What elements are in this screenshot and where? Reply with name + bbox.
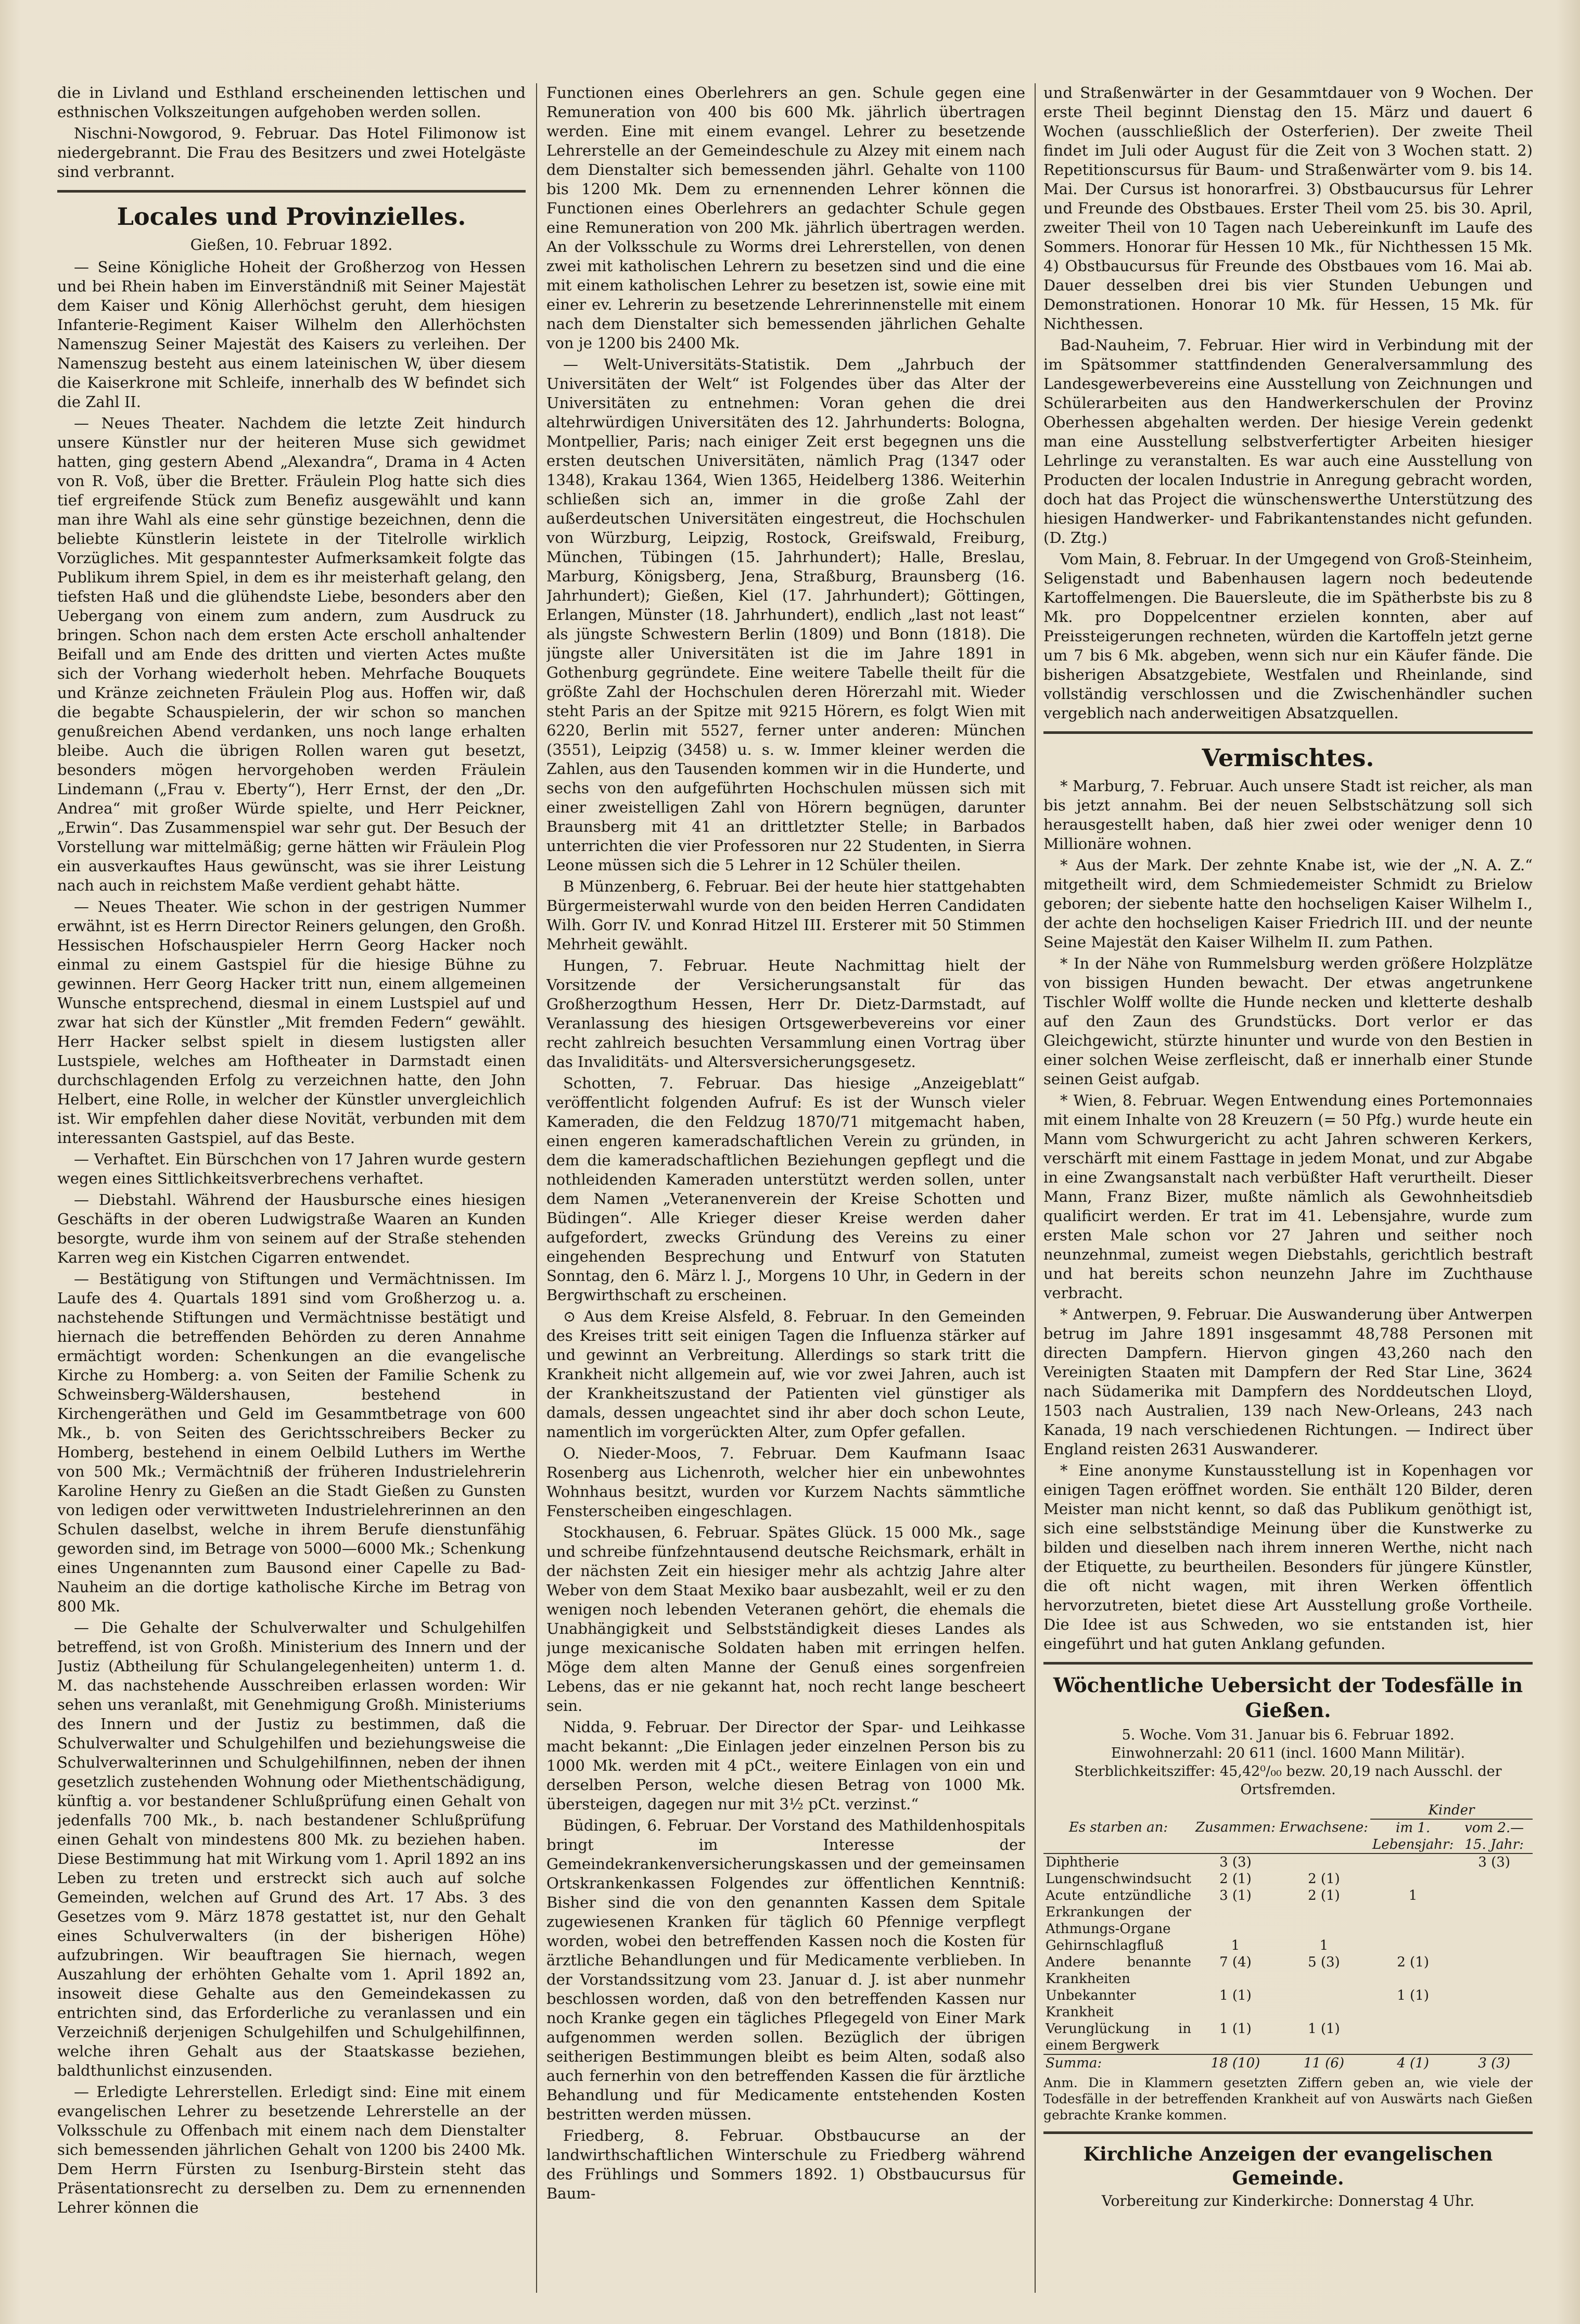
death-table-note: Anm. Die in Klammern gesetzten Ziffern geben an, wie viele der Todesfälle in der betreffenden Krankheit auf von Auswärts nach Gießen gebrachte Kranke kommen. [1043,2075,1533,2123]
cell-infants [1370,1853,1456,1871]
cell-older [1456,1871,1533,1887]
column-divider [536,83,537,2293]
sum-adults: 11 (6) [1278,2054,1370,2072]
death-table-sum-row [1043,2054,1533,2072]
article-paragraph: Functionen eines Oberlehrers an gen. Schule gegen eine Remuneration von 400 bis 600 Mk. jährlich übertragen werden. Eine mit einem evangel. Lehrer zu besetzende Lehrerstelle an der Gemeindeschule zu Alzey mit einem nach dem Dienstalter sich bemessenden jährl. Gehalte von 1100 bis 1200 Mk. Dem zu ernennenden Lehrer können die Functionen eines Oberlehrers an gedachter Schule gegen eine Remuneration von 200 Mk. jährlich übertragen werden. An der Volksschule zu Worms drei Lehrerstellen, von denen zwei mit katholischen Lehrern zu besetzen sind und die eine mit einem katholischen Lehrer zu besetzen ist, sowie eine mit einer ev. Lehrerin zu besetzende Lehrerinnenstelle mit einem nach dem Dienstalter sich bemessenden jährlichen Gehalte von je 1200 bis 2400 Mk. [546,84,1025,352]
sum-total: 18 (10) [1193,2054,1278,2072]
cell-infants [1370,2021,1456,2054]
article-paragraph: Büdingen, 6. Februar. Der Vorstand des Mathildenhospitals bringt im Interesse der Gemeindekrankenversicherungskassen und der gemeinsamen Ortskrankenkassen Folgendes zur öffentlichen Kenntniß: Bisher sind die von den genannten Kassen dem Spitale zugewiesenen Kranken für täglich 60 Pfennige verpflegt worden, wobei den betreffenden Kassen noch die Kosten für ärztliche Behandlungen und für Medicamente verblieben. In der Vorstandssitzung vom 23. Januar d. J. ist aber nunmehr beschlossen worden, daß von den betreffenden Kassen nur noch Kranke gegen ein tägliches Pflegegeld von Einer Mark aufgenommen werden sollen. Bezüglich der übrigen seitherigen Bestimmungen bleibt es beim Alten, sodaß also auch fernerhin von den betreffenden Kassen die für ärztliche Behandlung und für Medicamente entstehenden Kosten bestritten werden müssen. [546,1817,1025,2123]
death-table-row [1043,1987,1533,2021]
death-table-title: Wöchentliche Uebersicht der Todesfälle in Gießen. [1053,1673,1523,1722]
header-kids: Kinder [1370,1802,1533,1819]
cell-older [1456,2021,1533,2054]
header-cause: Es starben an: [1043,1802,1193,1853]
article-paragraph: O. Nieder-Moos, 7. Februar. Dem Kaufmann Isaac Rosenberg aus Lichenroth, welcher hier ein unbewohntes Wohnhaus besitzt, wurden vor Kurzem Nachts sämmtliche Fensterscheiben eingeschlagen. [546,1444,1025,1520]
article-paragraph: — Verhaftet. Ein Bürschchen von 17 Jahren wurde gestern wegen eines Sittlichkeitsverbrechens verhaftet. [57,1150,526,1187]
article-paragraph: — Bestätigung von Stiftungen und Vermächtnissen. Im Laufe des 4. Quartals 1891 sind vom Großherzog u. a. nachstehende Stiftungen und Vermächtnisse bestätigt und hiernach die betreffenden Behörden zu deren Annahme ermächtigt worden: Schenkungen an die evangelische Kirche zu Homberg: a. von Seiten der Familie Schenk zu Schweinsberg-Wäldershausen, bestehend in Kirchengeräthen und Geld im Gesammtbetrage von 600 Mk., b. von Seiten des Gerichtsschreibers Becker zu Homberg, bestehend in einem Oelbild Luthers im Werthe von 500 Mk.; Vermächtniß der früheren Industrielehrerin Karoline Henry zu Gießen an die Stadt Gießen zu Gunsten von ledigen oder verwittweten Industrielehrerinnen an den Schulen daselbst, welche in ihrem Berufe dienstunfähig geworden sind, im Betrage von 5000—6000 Mk.; Schenkung eines Ungenannten zum Bausond einer Capelle zu Bad-Nauheim an die dortige katholische Kirche im Betrag von 800 Mk. [57,1270,526,1615]
church-subtitle: Vorbereitung zur Kinderkirche: Donnerstag 4 Uhr. [1101,2192,1475,2209]
cell-cause: Verunglückung in einem Bergwerk [1046,2021,1191,2053]
article-paragraph: Nischni-Nowgorod, 9. Februar. Das Hotel Filimonow ist niedergebrannt. Die Frau des Besitzers und zwei Hotelgäste sind verbrannt. [57,124,526,181]
section-rule [57,190,526,193]
death-table-row [1043,1937,1533,1954]
article-paragraph: — Neues Theater. Wie schon in der gestrigen Nummer erwähnt, ist es Herrn Director Reiners gelungen, den Großh. Hessischen Hofschauspieler Herrn Georg Hacker noch einmal zu einem Gastspiel für die hiesige Bühne zu gewinnen. Herr Georg Hacker tritt nun, einem allgemeinen Wunsche entsprechend, diesmal in einem Lustspiel auf und zwar hat sich der Künstler „Mit fremden Federn“ gewählt. Herr Hacker selbst spielt in diesem lustigsten aller Lustspiele, welches am Hoftheater in Darmstadt einen durchschlagenden Erfolg zu verzeichnen hatte, den John Helbert, eine Rolle, in welcher der Künstler unvergleichlich ist. Wir empfehlen daher diese Novität, verbunden mit dem interessanten Gastspiel, auf das Beste. [57,898,526,1147]
article-paragraph: * Marburg, 7. Februar. Auch unsere Stadt ist reicher, als man bis jetzt annahm. Bei der neuen Selbstschätzung soll sich herausgestellt haben, daß hier zwei oder weniger denn 10 Millionäre wohnen. [1043,777,1533,853]
article-paragraph: — Seine Königliche Hoheit der Großherzog von Hessen und bei Rhein haben im Einverständniß mit Seiner Majestät dem Kaiser und König Allerhöchst geruht, dem hiesigen Infanterie-Regiment Kaiser Wilhelm den Allerhöchsten Namenszug Seiner Majestät des Kaisers zu verleihen. Der Namenszug besteht aus einem lateinischen W, über diesem die Kaiserkrone mit Schleife, innerhalb des W befindet sich die Zahl II. [57,258,526,411]
cell-adults: 2 (1) [1308,1871,1340,1887]
cell-total: 2 (1) [1219,1871,1252,1887]
death-table [1043,1802,1533,2072]
cell-total: 1 [1231,1938,1240,1953]
sum-label: Summa: [1043,2054,1193,2072]
column-1 [57,83,526,2293]
cell-infants [1370,1937,1456,1954]
column-3 [1043,83,1533,2293]
cell-adults: 1 (1) [1308,2021,1340,2037]
cell-cause: Gehirnschlagfluß [1046,1938,1164,1953]
death-table-row [1043,1871,1533,1887]
article-paragraph: ⊙ Aus dem Kreise Alsfeld, 8. Februar. In den Gemeinden des Kreises tritt seit einigen Tagen die Influenza stärker auf und gewinnt an Verbreitung. Allerdings so stark tritt die Krankheit nicht allgemein auf, wie vor zwei Jahren, auch ist der Krankheitszustand der Patienten viel günstiger als damals, dessen ungeachtet sind ihr aber doch schon Leute, namentlich im vorgerückten Alter, zum Opfer gefallen. [546,1307,1025,1441]
cell-adults [1278,1987,1370,2021]
cell-cause: Lungenschwindsucht [1046,1871,1191,1887]
cell-total: 1 (1) [1219,1988,1252,2003]
church-notices [1043,2142,1533,2211]
cell-total: 3 (3) [1219,1855,1252,1870]
cell-infants: 2 (1) [1397,1954,1429,1970]
cell-adults: 1 [1319,1938,1329,1953]
article-paragraph: Vom Main, 8. Februar. In der Umgegend von Groß-Steinheim, Seligenstadt und Babenhausen lagern noch bedeutende Kartoffelmengen. Die Bauersleute, die im Spätherbste bis zu 8 Mk. pro Doppelcentner erzielen konnten, aber auf Preissteigerungen rechneten, würden die Kartoffeln jetzt gerne um 7 bis 6 Mk. abgeben, wenn sich nur ein Käufer fände. Die bisherigen Absatzgebiete, Westfalen und Rheinlande, sind vollständig verschlossen und die Zwischenhändler suchen vergeblich nach anderweitigen Absatzquellen. [1043,550,1533,722]
death-table-population: Einwohnerzahl: 20 611 (incl. 1600 Mann Militär). [1111,1745,1466,1761]
cell-infants: 1 [1408,1888,1418,1903]
cell-older [1456,1987,1533,2021]
cell-total: 1 (1) [1219,2021,1252,2037]
cell-older: 3 (3) [1478,1855,1510,1870]
article-paragraph: Bad-Nauheim, 7. Februar. Hier wird in Verbindung mit der im Spätsommer stattfindenden Generalversammlung des Landesgewerbevereins eine Ausstellung von Zeichnungen und Schülerarbeiten aus den Handwerkerschulen der Provinz Oberhessen abgehalten werden. Der hiesige Verein gedenkt man eine Ausstellung selbstverfertigter Arbeiten hiesiger Lehrlinge zu veranstalten. Es war auch eine Ausstellung von Producten der localen Industrie in Anregung gebracht worden, doch hat das Project die wünschenswerthe Unterstützung des hiesigen Handwerker- und Fabrikantenstandes nicht gefunden. (D. Ztg.) [1043,336,1533,547]
dateline: Gießen, 10. Februar 1892. [190,236,393,253]
cell-adults: 5 (3) [1308,1954,1340,1970]
death-table-row [1043,1954,1533,1987]
article-paragraph: Nidda, 9. Februar. Der Director der Spar- und Leihkasse macht bekannt: „Die Einlagen jeder einzelnen Person bis zu 1000 Mk. werden mit 4 pCt., weitere Einlagen von ein und derselben Person, welche diesen Betrag von 1000 Mk. übersteigen, dagegen nur mit 3½ pCt. verzinst.“ [546,1718,1025,1813]
cell-cause: Diphtherie [1046,1855,1119,1870]
article-paragraph: — Die Gehalte der Schulverwalter und Schulgehilfen betreffend, ist von Großh. Ministerium des Innern und der Justiz (Abtheilung für Schulangelegenheiten) unterm 1. d. M. das nachstehende Ausschreiben erlassen worden: Wir sehen uns veranlaßt, mit Genehmigung Großh. Ministeriums des Innern und der Justiz zu bestimmen, daß die Schulverwalter und Schulgehilfen und beziehungsweise die Schulverwalterinnen und Schulgehilfinnen, neben der ihnen gesetzlich zustehenden Wohnung oder Miethentschädigung, künftig a. vor bestandener Schlußprüfung einen Gehalt von jedenfalls 700 Mk., b. nach bestandener Schlußprüfung einen Gehalt von mindestens 800 Mk. zu beziehen haben. Diese Bestimmung hat mit Wirkung vom 1. April 1892 an ins Leben zu treten und erstreckt sich auch auf solche Gemeinden, welchen auf Grund des Art. 17 Abs. 3 des Gesetzes vom 9. März 1878 gestattet ist, nur den Gehalt eines Schulverwalters (in der bisherigen Höhe) aufzubringen. Wir beauftragen Sie hiernach, wegen Auszahlung der erhöhten Gehalte vom 1. April 1892 an, insoweit diese Gehalte aus den Gemeindekassen zu entrichten sind, das Erforderliche zu veranlassen und ein Verzeichniß derjenigen Schulgehilfen und Schulgehilfinnen, welche ihren Gehalt aus der Staatskasse beziehen, baldthunlichst einzusenden. [57,1619,526,2079]
article-paragraph: * Eine anonyme Kunstausstellung ist in Kopenhagen vor einigen Tagen eröffnet worden. Sie enthält 120 Bilder, deren Meister man nicht kennt, so daß das Publikum genöthigt ist, sich eine selbstständige Meinung über die Kunstwerke zu bilden und dieselben nach ihrem inneren Werthe, nicht nach der Etiquette, zu beurtheilen. Besonders für jüngere Künstler, die oft nicht wagen, mit ihren Werken öffentlich hervorzutreten, bietet diese Art Ausstellung große Vortheile. Die Idee ist aus Schweden, wo sie entstanden ist, hier eingeführt und hat guten Anklang gefunden. [1043,1462,1533,1653]
cell-cause: Acute entzündliche Erkrankungen der Athmungs-Organe [1046,1888,1191,1937]
death-table-row [1043,2021,1533,2054]
article-paragraph: und Straßenwärter in der Gesammtdauer von 9 Wochen. Der erste Theil beginnt Dienstag den 15. März und dauert 6 Wochen (ausschließlich der Osterferien). Der zweite Theil findet im Juli oder August für die Zeit von 3 Wochen statt. 2) Repetitionscursus für Baum- und Straßenwärter vom 9. bis 14. Mai. Der Cursus ist honorarfrei. 3) Obstbaucursus für Lehrer und Freunde des Obstbaues. Erster Theil vom 25. bis 30. April, zweiter Theil von 10 Tagen nach Uebereinkunft im Laufe des Sommers. Honorar für Hessen 10 Mk., für Nichthessen 15 Mk. 4) Obstbaucursus für Freunde des Obstbaues vom 16. Mai ab. Dauer desselben drei bis vier Stunden Uebungen und Demonstrationen. Honorar 10 Mk. für Hessen, 15 Mk. für Nichthessen. [1043,84,1533,333]
section-rule [1043,2131,1533,2134]
column-2 [546,83,1025,2293]
cell-cause: Unbekannter Krankheit [1046,1988,1136,2020]
cell-older [1456,1887,1533,1937]
column-divider [1035,83,1036,2293]
article-paragraph: * Wien, 8. Februar. Wegen Entwendung eines Portemonnaies mit einem Inhalte von 28 Kreuzern (= 50 Pfg.) wurde heute ein Mann vom Schwurgericht zu acht Jahren schweren Kerkers, verschärft mit einem Fasttage in jedem Monat, und zur Abgabe in eine Zwangsanstalt nach verbüßter Haft verurtheilt. Dieser Mann, Franz Bizer, mußte nämlich als Gewohnheitsdieb qualificirt werden. Er trat im 41. Lebensjahre, wurde zum ersten Male schon vor 27 Jahren und seither noch neunzehnmal, zumeist wegen Diebstahls, gerichtlich bestraft und hat bereits schon neunzehn Jahre im Zuchthause verbracht. [1043,1091,1533,1302]
section-heading: Locales und Provinzielles. [117,202,466,231]
article-paragraph: B Münzenberg, 6. Februar. Bei der heute hier stattgehabten Bürgermeisterwahl wurde von den beiden Herren Candidaten Wilh. Gorr IV. und Konrad Hitzel III. Ersterer mit 50 Stimmen Mehrheit gewählt. [546,878,1025,953]
cell-adults: 2 (1) [1308,1888,1340,1903]
column-3-articles [1043,83,1533,1665]
cell-total: 7 (4) [1219,1954,1252,1970]
section-rule [1043,1662,1533,1665]
death-statistics [1043,1673,1533,2123]
article-paragraph: — Erledigte Lehrerstellen. Erledigt sind: Eine mit einem evangelischen Lehrer zu besetzende Lehrerstelle an der Volksschule zu Offenbach mit einem nach dem Dienstalter sich bemessenden jährlichen Gehalt von 1200 bis 2400 Mk. Dem Herrn Fürsten zu Isenburg-Birstein steht das Präsentationsrecht zu derselben zu. Dem zu ernennenden Lehrer können die [57,2083,526,2216]
header-total: Zusammen: [1193,1802,1278,1853]
death-table-rate: Sterblichkeitsziffer: 45,42⁰/₀₀ bezw. 20,19 nach Ausschl. der Ortsfremden. [1074,1763,1502,1798]
cell-cause: Andere benannte Krankheiten [1046,1954,1191,1987]
header-older: vom 2.—15. Jahr: [1456,1819,1533,1853]
article-paragraph: Schotten, 7. Februar. Das hiesige „Anzeigeblatt“ veröffentlicht folgenden Aufruf: Es ist der Wunsch vieler Kameraden, die den Feldzug 1870/71 mitgemacht haben, einen engeren kameradschaftlichen Verein zu gründen, in dem die kameradschaftlichen Beziehungen gepflegt und die nothleidenden Kameraden unterstützt werden sollen, unter dem Namen „Veteranenverein der Kreise Schotten und Büdingen“. Alle Krieger dieser Kreise werden daher aufgefordert, zwecks Gründung des Vereins zu einer eingehenden Besprechung und Entwurf von Statuten Sonntag, den 6. März l. J., Morgens 10 Uhr, in Gedern in der Bergwirthschaft zu erscheinen. [546,1074,1025,1304]
header-adults: Erwachsene: [1278,1802,1370,1853]
article-paragraph: — Welt-Universitäts-Statistik. Dem „Jahrbuch der Universitäten der Welt“ ist Folgendes über das Alter der Universitäten zu entnehmen: Voran gehen die drei altehrwürdigen Universitäten des 12. Jahrhunderts: Bologna, Montpellier, Paris; nach einiger Zeit erst begegnen uns die ersten deutschen Universitäten, nämlich Prag (1347 oder 1348), Krakau 1364, Wien 1365, Heidelberg 1386. Weiterhin schließen sich an, immer in die große Zahl der außerdeutschen Universitäten eingestreut, die Hochschulen von Würzburg, Leipzig, Rostock, Greifswald, Freiburg, München, Tübingen (15. Jahrhundert); Halle, Breslau, Marburg, Königsberg, Jena, Straßburg, Braunsberg (16. Jahrhundert); Gießen, Kiel (17. Jahrhundert); Göttingen, Erlangen, Münster (18. Jahrhundert), endlich „last not least“ als jüngste Schwestern Berlin (1809) und Bonn (1818). Die jüngste aller Universitäten ist die im Jahre 1891 in Gothenburg gegründete. Eine weitere Tabelle theilt für die größte Zahl der Hochschulen deren Hörerzahl mit. Wieder steht Paris an der Spitze mit 9215 Hörern, es folgt Wien mit 6220, Berlin mit 5527, ferner unter anderen: München (3551), Leipzig (3458) u. s. w. Immer kleiner werden die Zahlen, aus den Tausenden kommen wir in die Hunderte, und sechs von den aufgeführten Hochschulen müssen sich mit einer zweistelligen Zahl von Hörern begnügen, darunter Braunsberg mit 41 an drittletzter Stelle; in Barbados unterrichten die vier Professoren nur 22 Studenten, in Sierra Leone müssen sich die 5 Lehrer in 12 Schüler theilen. [546,355,1025,874]
article-paragraph: * Aus der Mark. Der zehnte Knabe ist, wie der „N. A. Z.“ mitgetheilt wird, dem Schmiedemeister Schmidt zu Brielow geboren; der siebente hatte den hochseligen Kaiser Wilhelm I., der achte den hochseligen Kaiser Friedrich III. und der neunte Seine Majestät den Kaiser Wilhelm II. zum Pathen. [1043,856,1533,951]
section-rule [1043,731,1533,734]
sum-infants: 4 (1) [1370,2054,1456,2072]
article-paragraph: Stockhausen, 6. Februar. Spätes Glück. 15 000 Mk., sage und schreibe fünfzehntausend deutsche Reichsmark, erhält in der nächsten Zeit ein hiesiger mehr als achtzig Jahre alter Weber von dem Staat Mexiko baar ausbezahlt, weil er zu den wenigen noch lebenden Veteranen gehört, die ehemals die Unabhängigkeit und Selbstständigkeit dieses Landes als junge mexicanische Soldaten haben mit erringen helfen. Möge dem alten Manne der Genuß eines sorgenfreien Lebens, das er nie gekannt hat, noch recht lange bescheert sein. [546,1523,1025,1715]
article-paragraph: * In der Nähe von Rummelsburg werden größere Holzplätze von bissigen Hunden bewacht. Der etwas angetrunkene Tischler Wolff wollte die Hunde necken und kletterte deshalb auf den Zaun des Grundstücks. Dort verlor er das Gleichgewicht, stürzte hinunter und wurde von den Bestien in einer solchen Weise zerfleischt, daß er innerhalb einer Stunde seinen Geist aufgab. [1043,955,1533,1088]
article-paragraph: die in Livland und Esthland erscheinenden lettischen und esthnischen Volkszeitungen aufgehoben werden sollen. [57,84,526,121]
death-table-row [1043,1887,1533,1937]
section-heading: Vermischtes. [1202,744,1374,772]
death-table-row [1043,1853,1533,1871]
article-paragraph: Hungen, 7. Februar. Heute Nachmittag hielt der Vorsitzende der Versicherungsanstalt für das Großherzogthum Hessen, Herr Dr. Dietz-Darmstadt, auf Veranlassung des hiesigen Ortsgewerbevereins vor einer recht zahlreich besuchten Versammlung einen Vortrag über das Invaliditäts- und Altersversicherungsgesetz. [546,957,1025,1071]
cell-adults [1278,1853,1370,1871]
cell-older [1456,1937,1533,1954]
article-paragraph: — Diebstahl. Während der Hausbursche eines hiesigen Geschäfts in der oberen Ludwigstraße Waaren an Kunden besorgte, wurde ihm von seinem auf der Straße stehenden Karren weg ein Kistchen Cigarren entwendet. [57,1191,526,1266]
cell-infants [1370,1871,1456,1887]
cell-total: 3 (1) [1219,1888,1252,1903]
article-paragraph: Friedberg, 8. Februar. Obstbaucurse an der landwirthschaftlichen Winterschule zu Friedberg während des Frühlings und Sommers 1892. 1) Obstbaucursus für Baum- [546,2127,1025,2202]
article-paragraph: — Neues Theater. Nachdem die letzte Zeit hindurch unsere Künstler nur der heiteren Muse sich gewidmet hatten, ging gestern Abend „Alexandra“, Drama in 4 Acten von R. Voß, über die Bretter. Fräulein Plog hatte sich dies tief ergreifende Stück zum Benefiz ausgewählt und kann man ihre Wahl als eine sehr günstige bezeichnen, denn die beliebte Künstlerin leistete in der Titelrolle wirklich Vorzügliches. Mit gespanntester Aufmerksamkeit folgte das Publikum ihrem Spiel, in dem es ihr meisterhaft gelang, den tiefsten Haß und die glühendste Liebe, besonders aber den Uebergang von einem zum andern, zum Ausdruck zu bringen. Schon nach dem ersten Acte erscholl anhaltender Beifall und am Ende des dritten und vierten Actes mußte sich der Vorhang wiederholt heben. Mehrfache Bouquets und Kränze zeichneten Fräulein Plog aus. Hoffen wir, daß die begabte Schauspielerin, der wir schon so manchen genußreichen Abend verdanken, uns noch lange erhalten bleibe. Auch die übrigen Rollen waren gut besetzt, besonders mögen hervorgehoben werden Fräulein Lindemann („Frau v. Eberty“), Herr Ernst, der den „Dr. Andrea“ mit großer Würde spielte, und Herr Peickner, „Erwin“. Das Zusammenspiel war sehr gut. Der Besuch der Vorstellung war mittelmäßig; gerne hätten wir Fräulein Plog ein ausverkauftes Haus gewünscht, was sie ihrer Leistung nach auch in reichstem Maße verdient gehabt hätte. [57,414,526,894]
cell-infants: 1 (1) [1397,1988,1429,2003]
church-title: Kirchliche Anzeigen der evangelischen Gemeinde. [1083,2143,1493,2189]
death-table-body [1043,1853,1533,2054]
death-table-week: 5. Woche. Vom 31. Januar bis 6. Februar 1892. [1122,1727,1455,1743]
cell-older [1456,1954,1533,1987]
article-paragraph: * Antwerpen, 9. Februar. Die Auswanderung über Antwerpen betrug im Jahre 1891 insgesammt 48,788 Personen mit directen Dampfern. Hiervon gingen 43,260 nach den Vereinigten Staaten mit Dampfern der Red Star Line, 3624 nach Südamerika mit Dampfern des Norddeutschen Lloyd, 1503 nach Australien, 139 nach New-Orleans, 243 nach Kanada, 19 nach verschiedenen Richtungen. — Indirect über England reisten 2631 Auswanderer. [1043,1305,1533,1458]
header-infants: im 1. Lebensjahr: [1370,1819,1456,1853]
sum-older: 3 (3) [1456,2054,1533,2072]
